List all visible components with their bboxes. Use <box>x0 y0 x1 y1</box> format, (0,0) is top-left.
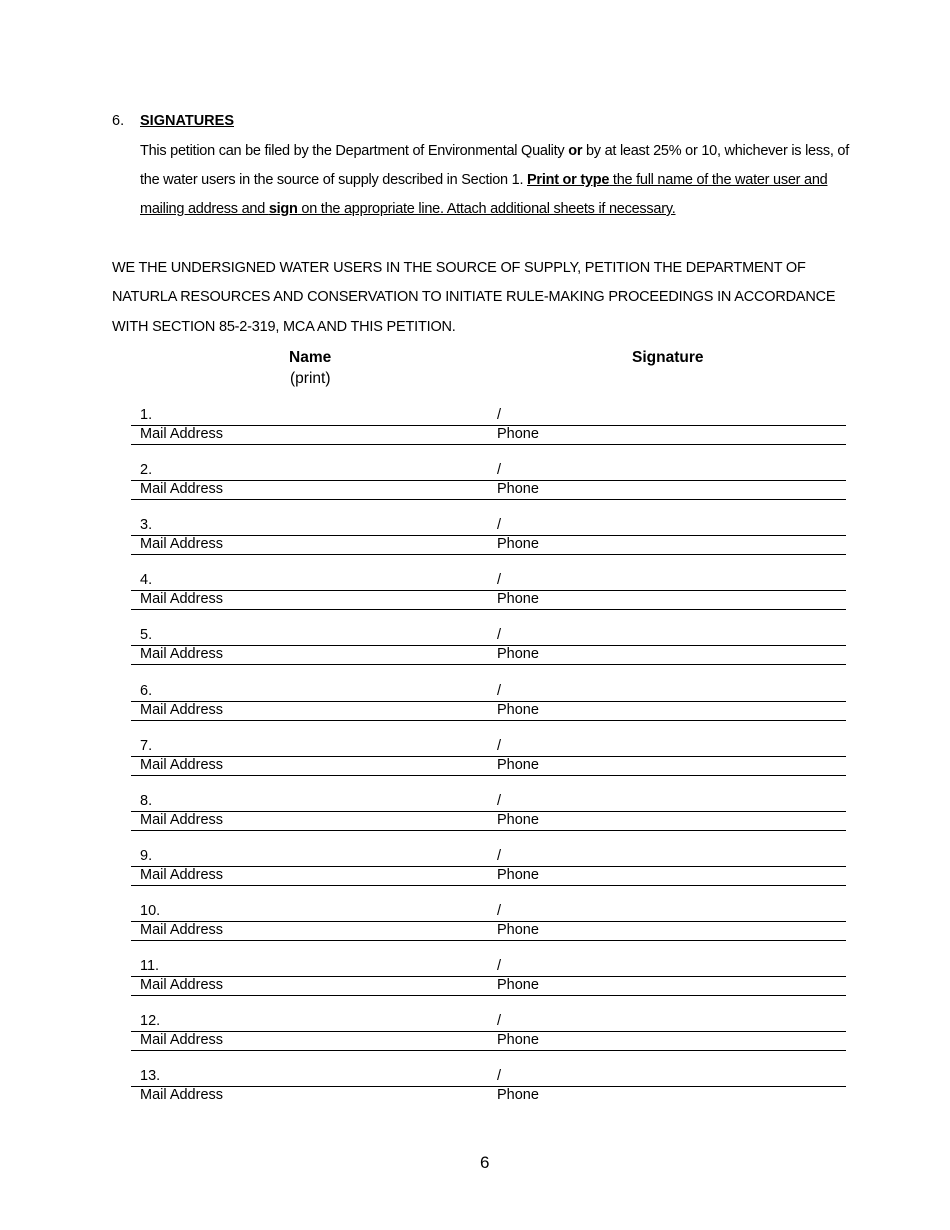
address-phone-line[interactable] <box>131 940 846 941</box>
mail-address-label: Mail Address <box>140 977 224 993</box>
name-signature-line[interactable] <box>131 866 846 867</box>
phone-label: Phone <box>497 1032 539 1049</box>
mail-address-label: Mail Address <box>140 866 224 883</box>
phone-label: Phone <box>497 701 539 718</box>
instruction-line-3 <box>140 201 676 217</box>
address-phone-line[interactable] <box>131 720 846 721</box>
instruction-underlined-text: on the appropriate line. Attach additional sheets if necessary. <box>297 201 676 217</box>
entry-number: 2. <box>140 462 153 479</box>
address-phone-line[interactable] <box>131 775 846 776</box>
address-phone-line[interactable] <box>131 995 846 996</box>
signature-entry[interactable] <box>131 572 846 617</box>
column-header-name: Name <box>289 349 332 366</box>
section-number: 6. <box>112 113 125 129</box>
signature-entry[interactable] <box>131 903 846 948</box>
mail-address-label: Mail Address <box>140 426 224 442</box>
name-signature-line[interactable] <box>131 976 846 977</box>
instruction-bold-or: or <box>568 143 583 159</box>
phone-label: Phone <box>497 977 539 993</box>
instruction-text: the water users in the source of supply described in Section 1. <box>140 172 527 188</box>
mail-address-label: Mail Address <box>140 646 224 663</box>
entry-number: 6. <box>140 682 153 699</box>
phone-label: Phone <box>497 536 539 553</box>
name-signature-line[interactable] <box>131 645 846 646</box>
mail-address-label: Mail Address <box>140 1087 224 1104</box>
entry-number: 7. <box>140 737 153 754</box>
mail-address-label: Mail Address <box>140 921 224 938</box>
petition-line-1: WE THE UNDERSIGNED WATER USERS IN THE SOURCE OF SUPPLY, PETITION THE DEPARTMENT OF <box>112 260 806 276</box>
signature-slash: / <box>497 682 502 699</box>
name-signature-line[interactable] <box>131 701 846 702</box>
signature-slash: / <box>497 737 502 754</box>
address-phone-line[interactable] <box>131 554 846 555</box>
entry-number: 1. <box>140 407 153 423</box>
name-signature-line[interactable] <box>131 1086 846 1087</box>
signature-entry[interactable] <box>131 1068 846 1113</box>
signature-entry[interactable] <box>131 462 846 507</box>
column-header-signature: Signature <box>632 349 704 366</box>
signature-slash: / <box>497 462 502 479</box>
name-signature-line[interactable] <box>131 480 846 481</box>
signature-slash: / <box>497 958 502 974</box>
phone-label: Phone <box>497 756 539 773</box>
section-title: SIGNATURES <box>140 113 234 129</box>
instruction-line-2 <box>140 172 827 188</box>
signature-entry[interactable] <box>131 738 846 783</box>
signature-entry[interactable] <box>131 958 846 1003</box>
instruction-text: by at least 25% or 10, whichever is less, of <box>582 143 850 159</box>
signature-entry[interactable] <box>131 517 846 562</box>
mail-address-label: Mail Address <box>140 481 224 498</box>
signature-slash: / <box>497 792 502 809</box>
signature-slash: / <box>497 847 502 864</box>
address-phone-line[interactable] <box>131 1050 846 1051</box>
phone-label: Phone <box>497 921 539 938</box>
signature-slash: / <box>497 407 502 423</box>
mail-address-label: Mail Address <box>140 591 224 608</box>
instruction-text: This petition can be filed by the Department of Environmental Quality <box>140 143 569 159</box>
entry-number: 10. <box>140 902 161 919</box>
entry-number: 12. <box>140 1013 161 1030</box>
name-signature-line[interactable] <box>131 425 846 426</box>
entry-number: 13. <box>140 1068 161 1085</box>
phone-label: Phone <box>497 866 539 883</box>
address-phone-line[interactable] <box>131 499 846 500</box>
phone-label: Phone <box>497 646 539 663</box>
phone-label: Phone <box>497 481 539 498</box>
instruction-line-1 <box>140 143 849 159</box>
name-signature-line[interactable] <box>131 921 846 922</box>
signature-slash: / <box>497 1013 502 1030</box>
entry-number: 4. <box>140 572 153 589</box>
phone-label: Phone <box>497 811 539 828</box>
mail-address-label: Mail Address <box>140 811 224 828</box>
entry-number: 3. <box>140 517 153 534</box>
instruction-bold-print-or-type: Print or type <box>527 172 610 188</box>
signature-entry[interactable] <box>131 407 846 452</box>
mail-address-label: Mail Address <box>140 1032 224 1049</box>
page-number: 6 <box>480 1153 490 1172</box>
signature-slash: / <box>497 517 502 534</box>
name-signature-line[interactable] <box>131 535 846 536</box>
entry-number: 8. <box>140 792 153 809</box>
phone-label: Phone <box>497 426 539 442</box>
address-phone-line[interactable] <box>131 885 846 886</box>
signature-slash: / <box>497 572 502 589</box>
name-signature-line[interactable] <box>131 756 846 757</box>
signature-slash: / <box>497 1068 502 1085</box>
column-header-print: (print) <box>290 370 331 387</box>
name-signature-line[interactable] <box>131 590 846 591</box>
instruction-underlined-text: mailing address and <box>140 201 269 217</box>
signature-slash: / <box>497 627 502 644</box>
address-phone-line[interactable] <box>131 830 846 831</box>
name-signature-line[interactable] <box>131 1031 846 1032</box>
signature-entry[interactable] <box>131 848 846 893</box>
entry-number: 5. <box>140 627 153 644</box>
instruction-bold-sign: sign <box>268 201 298 217</box>
address-phone-line[interactable] <box>131 664 846 665</box>
signature-entry[interactable] <box>131 627 846 672</box>
instruction-underlined-text: the full name of the water user and <box>609 172 828 188</box>
name-signature-line[interactable] <box>131 811 846 812</box>
petition-line-2: NATURLA RESOURCES AND CONSERVATION TO INITIATE RULE-MAKING PROCEEDINGS IN ACCORDANCE <box>112 289 836 305</box>
mail-address-label: Mail Address <box>140 756 224 773</box>
petition-line-3: WITH SECTION 85-2-319, MCA AND THIS PETITION. <box>112 319 456 335</box>
signature-entry[interactable] <box>131 683 846 728</box>
signature-entry[interactable] <box>131 1013 846 1058</box>
entry-number: 9. <box>140 847 153 864</box>
phone-label: Phone <box>497 1087 539 1104</box>
entry-number: 11. <box>140 958 160 974</box>
address-phone-line[interactable] <box>131 444 846 445</box>
phone-label: Phone <box>497 591 539 608</box>
signature-entry[interactable] <box>131 793 846 838</box>
address-phone-line[interactable] <box>131 609 846 610</box>
mail-address-label: Mail Address <box>140 536 224 553</box>
mail-address-label: Mail Address <box>140 701 224 718</box>
signature-slash: / <box>497 902 502 919</box>
